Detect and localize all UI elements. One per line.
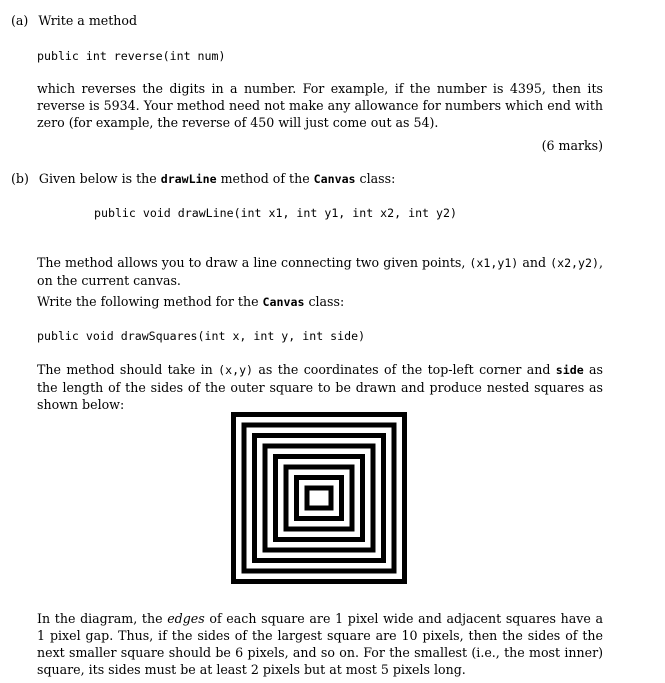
p4-text-pre: In the diagram, the: [37, 611, 168, 626]
part-b-intro-pre: Given below is the: [38, 171, 161, 186]
nested-square-1: [234, 415, 405, 582]
p4-emphasis-edges: edges: [167, 611, 205, 626]
p3-text-mid: as the coordinates of the top-left corner and: [253, 362, 556, 377]
drawsquares-signature: public void drawSquares(int x, int y, int side): [37, 329, 366, 343]
p2-text-pre: Write the following method for the: [37, 294, 263, 309]
part-b-intro-mid: method of the: [216, 171, 314, 186]
part-b-paragraph-3: [37, 361, 603, 413]
p2-text-post: class:: [304, 294, 345, 309]
part-a-label: (a): [11, 13, 29, 28]
p1-text-post: , on the current canvas.: [37, 255, 603, 288]
part-a-description: which reverses the digits in a number. For example, if the number is 4395, then its reverse is 5934. Your method need not make any allowance for numbers which end with zero (for example, the reverse of 450 will just come out as 54).: [37, 81, 603, 130]
part-b-paragraph-4: [37, 610, 603, 678]
part-b-heading: [11, 170, 395, 188]
p1-text-and: and: [518, 255, 551, 270]
nested-squares-figure: [231, 412, 407, 584]
drawline-signature: public void drawLine(int x1, int y1, int x2, int y2): [94, 206, 457, 220]
part-a-title: Write a method: [38, 13, 138, 28]
p3-text-pre: The method should take in: [37, 362, 219, 377]
nested-square-4: [265, 446, 373, 550]
part-b-intro-code: drawLine: [160, 172, 217, 186]
part-a-marks: (6 marks): [541, 138, 603, 153]
p3-code-side: side: [555, 363, 584, 377]
part-b-intro-class: Canvas: [313, 172, 356, 186]
reverse-signature: public int reverse(int num): [37, 49, 226, 63]
part-a-heading: [11, 12, 137, 29]
p2-class-name: Canvas: [262, 295, 305, 309]
p1-text-pre: The method allows you to draw a line connecting two given points,: [37, 255, 470, 270]
p3-text-post: as the length of the sides of the outer square to be drawn and produce nested squares as shown below:: [37, 362, 604, 412]
part-b-intro-post: class:: [355, 171, 396, 186]
p3-code-xy: (x,y): [218, 363, 254, 377]
part-b-paragraph-2: [37, 293, 344, 311]
p1-code-point2: (x2,y2): [550, 256, 599, 270]
nested-square-7: [297, 478, 342, 519]
nested-square-8: [307, 488, 331, 508]
p4-text-post: of each square are 1 pixel wide and adjacent squares have a 1 pixel gap. Thus, if the sides of the largest square are 10 pixels, then the sides of the next smaller square should be 6 pixels, and so on. For the smallest (i.e., the most inner) square, its sides must be at least 2 pixels but at most 5 pixels long.: [37, 611, 603, 677]
part-b-label: (b): [11, 171, 29, 186]
p1-code-point1: (x1,y1): [469, 256, 519, 270]
part-b-paragraph-1: [37, 254, 603, 289]
